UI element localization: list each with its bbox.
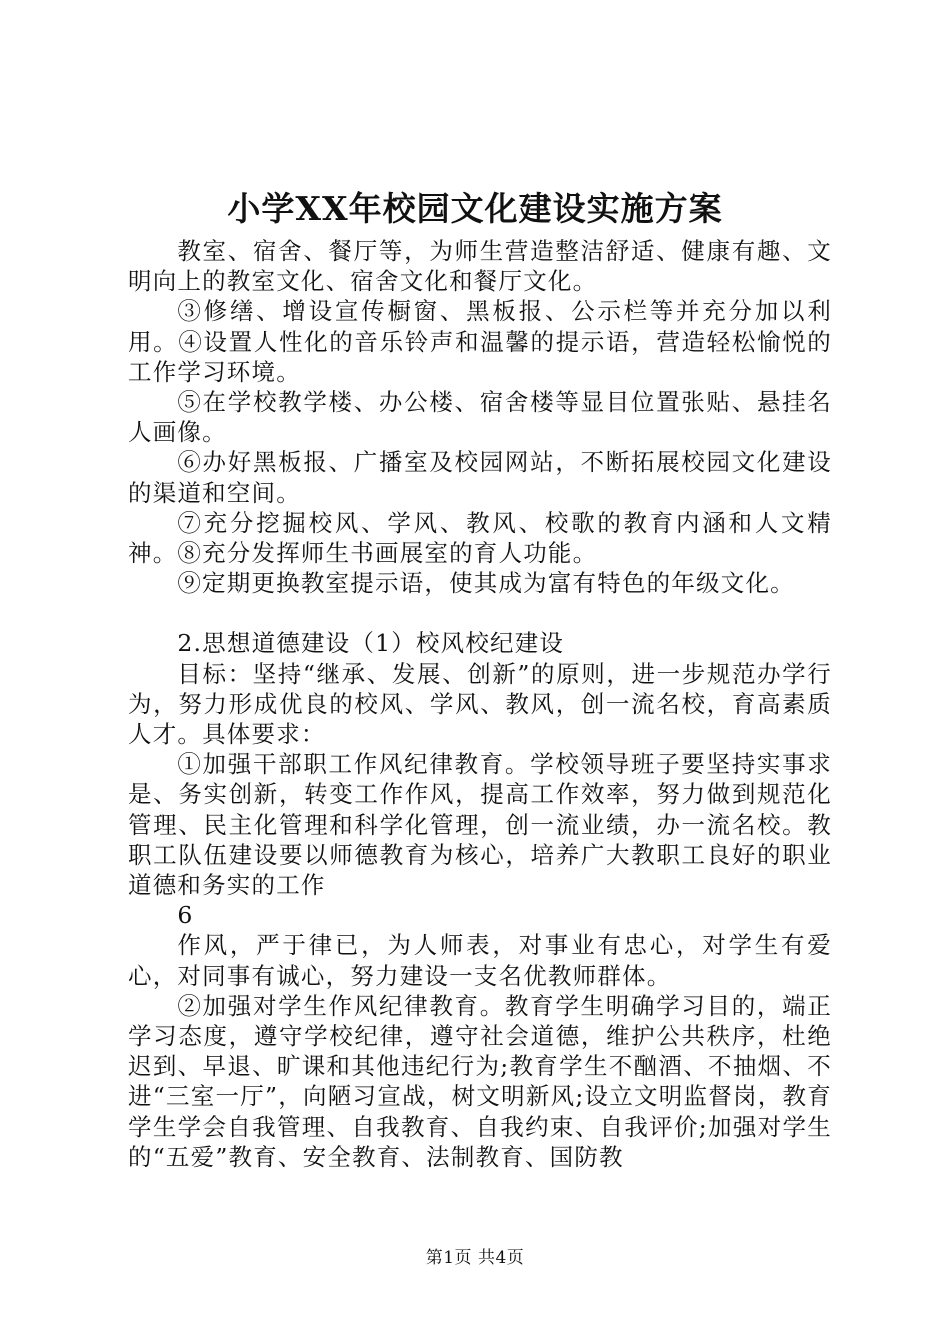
paragraph-gap [128,598,832,628]
document-body [128,236,832,1172]
paragraph-item-3-4: ③修缮、增设宣传橱窗、黑板报、公示栏等并充分加以利用。④设置人性化的音乐铃声和温馨的提示语，营造轻松愉悦的工作学习环境。 [128,297,832,386]
inline-page-number: 6 [177,901,194,930]
paragraph-item-9: ⑨定期更换教室提示语，使其成为富有特色的年级文化。 [177,569,795,598]
document-title: 小学XX年校园文化建设实施方案 [227,189,723,228]
paragraph-goal: 目标：坚持“继承、发展、创新”的原则，进一步规范办学行为，努力形成优良的校风、学风、教风，创一流名校，育高素质人才。具体要求： [128,659,832,749]
paragraph-item-7-8: ⑦充分挖掘校风、学风、教风、校歌的教育内涵和人文精神。⑧充分发挥师生书画展室的育人功能。 [128,508,832,568]
page-footer: 第1页 共4页 [425,1248,525,1268]
paragraph-staff-discipline: ①加强干部职工作风纪律教育。学校领导班子要坚持实事求是、务实创新，转变工作作风，提高工作效率，努力做到规范化管理、民主化管理和科学化管理，创一流业绩，办一流名校。教职工队伍建设要以师德教育为核心，培养广大教职工良好的职业道德和务实的工作 [128,750,832,900]
paragraph-item-6: ⑥办好黑板报、广播室及校园网站，不断拓展校园文化建设的渠道和空间。 [128,448,832,507]
paragraph-student-discipline: ②加强对学生作风纪律教育。教育学生明确学习目的，端正学习态度，遵守学校纪律，遵守社会道德，维护公共秩序，杜绝迟到、早退、旷课和其他违纪行为;教育学生不酗酒、不抽烟、不进“三室一厅”，向陋习宣战，树文明新风;设立文明监督岗，教育学生学会自我管理、自我教育、自我约束、自我评价;加强对学生的“五爱”教育、安全教育、法制教育、国防教 [128,991,832,1171]
paragraph-item-5: ⑤在学校教学楼、办公楼、宿舍楼等显目位置张贴、悬挂名人画像。 [128,388,832,447]
paragraph-classroom-culture: 教室、宿舍、餐厅等，为师生营造整洁舒适、健康有趣、文明向上的教室文化、宿舍文化和餐厅文化。 [128,237,832,296]
paragraph-teacher-conduct: 作风，严于律已，为人师表，对事业有忠心，对学生有爱心，对同事有诚心，努力建设一支名优教师群体。 [128,931,832,990]
section-heading-moral-construction: 2.思想道德建设（1）校风校纪建设 [177,629,565,658]
